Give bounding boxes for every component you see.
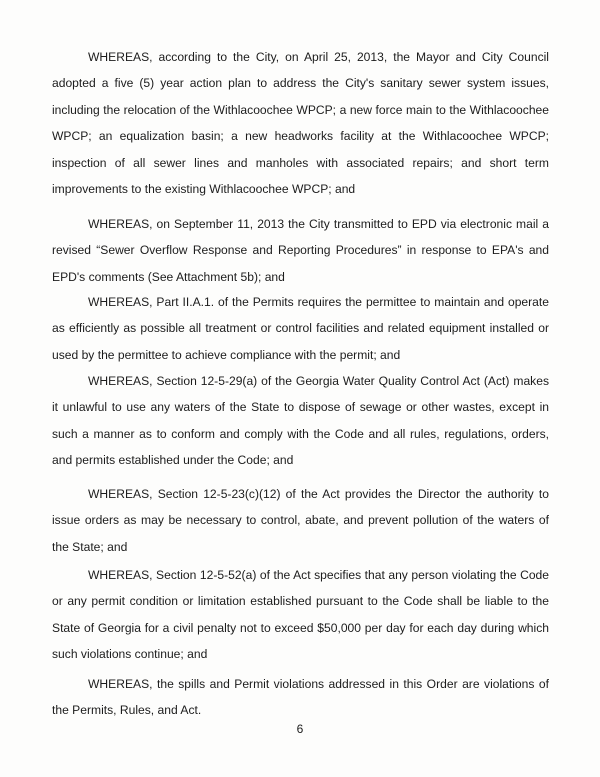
paragraph-permit-part-iia1: WHEREAS, Part II.A.1. of the Permits requires the permittee to maintain and operate as efficiently as possible all treatment or control facilities and related equipment installed or used by the permittee to achieve compliance with the permit; and [52, 295, 549, 362]
paragraph-action-plan: WHEREAS, according to the City, on April 25, 2013, the Mayor and City Council adopted a five (5) year action plan to address the City's sanitary sewer system issues, including the relocation of the Withlacoochee WPCP; a new force main to the Withlacoochee WPCP; an equalization basin; a new headworks facility at the Withlacoochee WPCP; inspection of all sewer lines and manholes with associated repairs; and short term improvements to the existing Withlacoochee WPCP; and [52, 50, 549, 197]
page-number: 6 [296, 722, 304, 736]
paragraph-section-12-5-23c12: WHEREAS, Section 12-5-23(c)(12) of the Act provides the Director the authority to issue orders as may be necessary to control, abate, and prevent pollution of the waters of the State; and [52, 487, 549, 554]
paragraph-section-12-5-29a: WHEREAS, Section 12-5-29(a) of the Georgia Water Quality Control Act (Act) makes it unlawful to use any waters of the State to dispose of sewage or other wastes, except in such a manner as to conform and comply with the Code and all rules, regulations, orders, and permits established under the Code; and [52, 374, 549, 468]
paragraph-sewer-overflow-procedures: WHEREAS, on September 11, 2013 the City transmitted to EPD via electronic mail a revised “Sewer Overflow Response and Reporting Procedures” in response to EPA's and EPD's comments (See Attachment 5b); and [52, 217, 549, 284]
paragraph-section-12-5-52a: WHEREAS, Section 12-5-52(a) of the Act specifies that any person violating the Code or any permit condition or limitation established pursuant to the Code shall be liable to the State of Georgia for a civil penalty not to exceed $50,000 per day for each day during which such violations continue; and [52, 568, 549, 662]
paragraph-violations-addressed: WHEREAS, the spills and Permit violations addressed in this Order are violations of the Permits, Rules, and Act. [52, 677, 549, 718]
